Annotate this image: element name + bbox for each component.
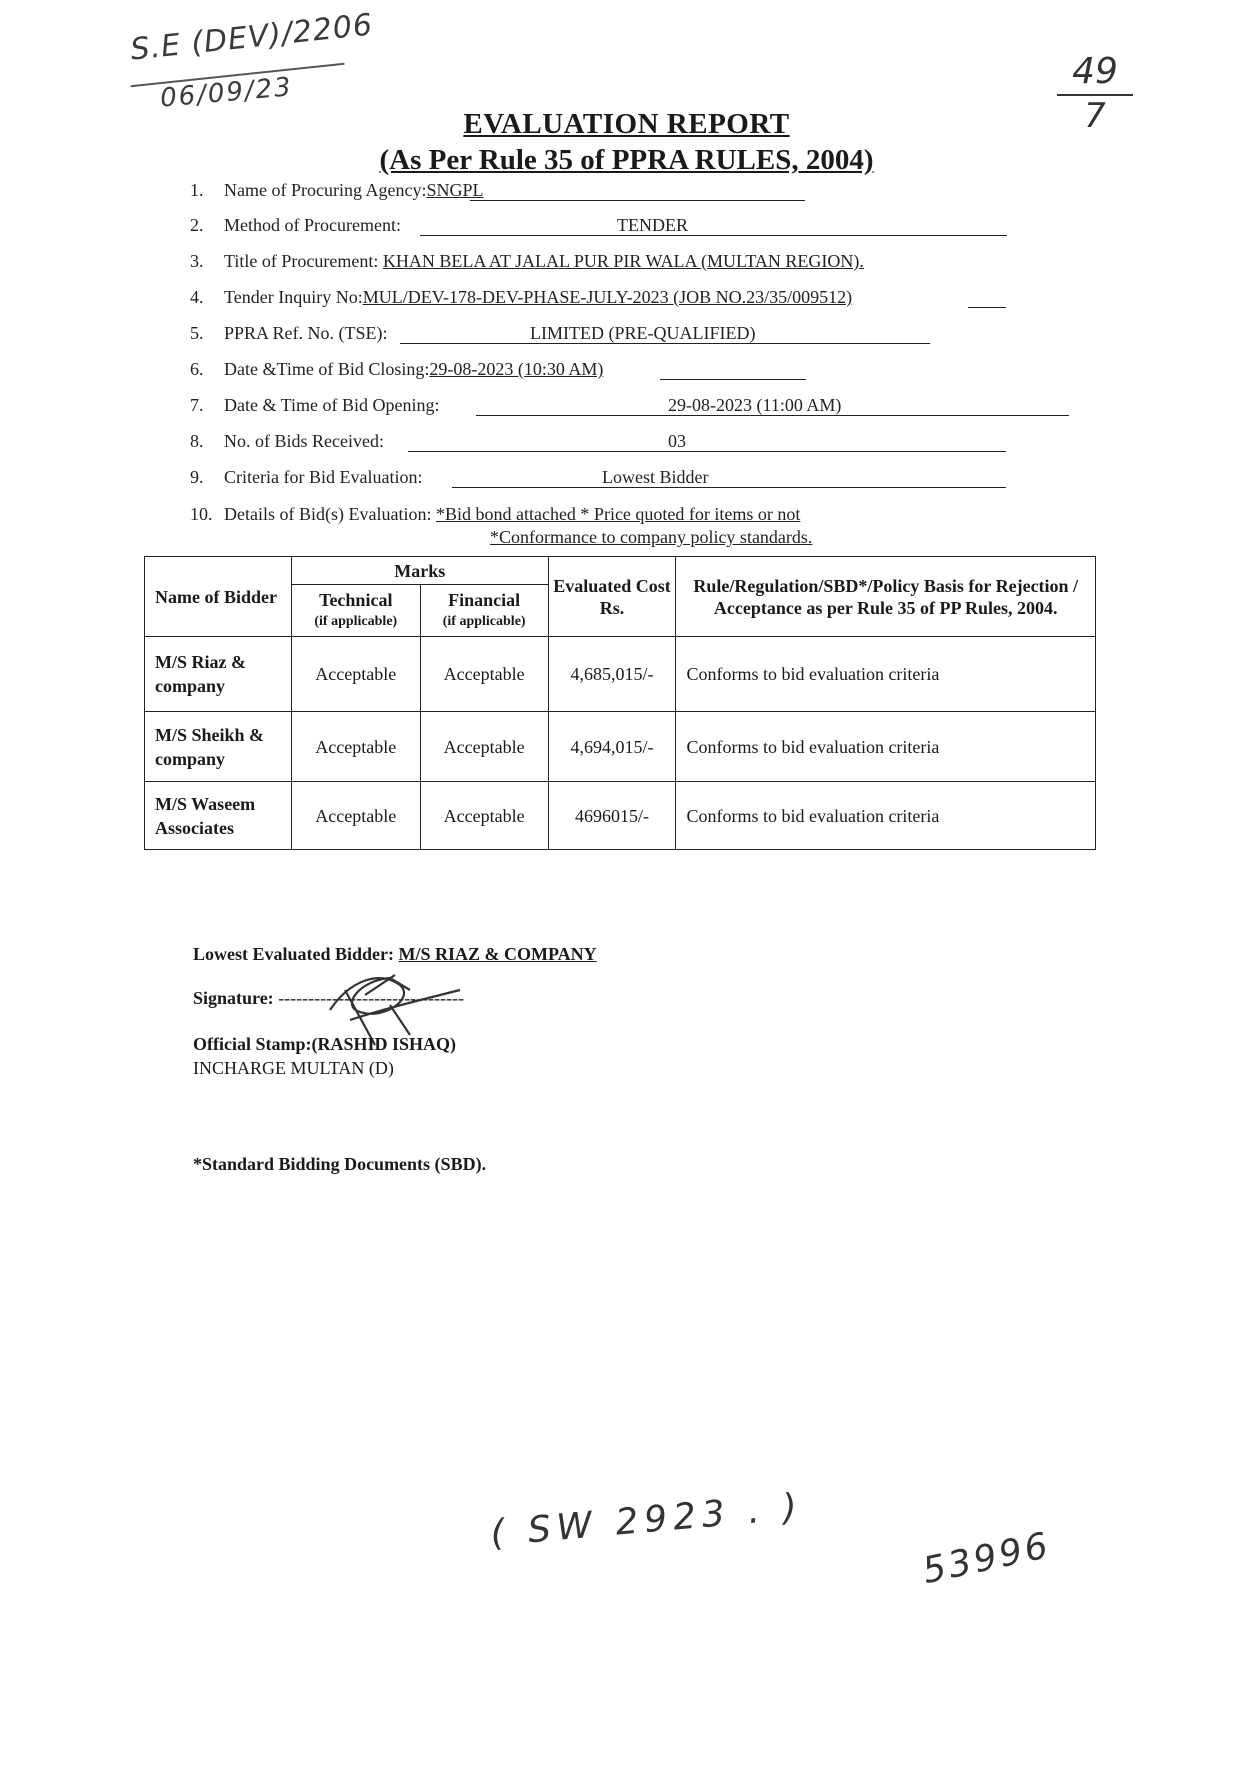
folio-denominator: 7 [1084,96,1106,136]
bidder-name: M/S Sheikh & company [145,712,292,782]
handwritten-file-reference: S.E (DEV)/2206 [128,7,375,68]
field-label: Tender Inquiry No: [224,287,363,307]
header-financial: Financial (if applicable) [420,585,548,637]
handwritten-bottom-number: 53996 [919,1524,1055,1593]
bidder-name: M/S Waseem Associates [145,782,292,850]
field-value: KHAN BELA AT JALAL PUR PIR WALA (MULTAN REGION). [382,251,864,271]
field-underline [660,379,806,380]
field-ppra-ref: 5. PPRA Ref. No. (TSE): LIMITED (PRE-QUALIFIED) [190,321,388,345]
technical-mark: Acceptable [291,637,420,712]
bid-evaluation-table [144,556,1096,850]
financial-mark: Acceptable [420,637,548,712]
report-subtitle: (As Per Rule 35 of PPRA RULES, 2004) [379,144,874,176]
report-title: EVALUATION REPORT [463,108,790,140]
header-technical: Technical (if applicable) [291,585,420,637]
field-label: PPRA Ref. No. (TSE): [224,323,388,343]
field-label: Date & Time of Bid Opening: [224,395,440,415]
field-bid-closing: 6. Date &Time of Bid Closing:29-08-2023 (10:30 AM) [190,357,603,381]
field-value: MUL/DEV-178-DEV-PHASE-JULY-2023 (JOB NO.23/35/009512) [362,287,853,307]
header-marks: Marks [291,557,548,585]
field-label: Details of Bid(s) Evaluation: [224,504,436,524]
field-bid-opening: 7. Date & Time of Bid Opening: 29-08-2023 (11:00 AM) [190,393,440,417]
field-evaluation-details: 10. Details of Bid(s) Evaluation: *Bid bond attached * Price quoted for items or not [190,504,801,524]
field-value: 29-08-2023 (10:30 AM) [429,359,604,379]
field-label: Title of Procurement: [224,251,383,271]
field-underline [420,235,1007,236]
field-underline [408,451,1006,452]
field-label: Date &Time of Bid Closing: [224,359,430,379]
signature-dashes: ------------------------------- [278,988,465,1008]
field-procurement-title: 3. Title of Procurement: KHAN BELA AT JALAL PUR PIR WALA (MULTAN REGION). [190,251,864,271]
field-underline [400,343,930,344]
field-value: LIMITED (PRE-QUALIFIED) [530,323,756,343]
table-row [145,782,1096,850]
header-basis: Rule/Regulation/SBD*/Policy Basis for Rejection / Acceptance as per Rule 35 of PP Rules, 2004. [676,557,1096,637]
technical-mark: Acceptable [291,712,420,782]
lowest-bidder-label: Lowest Evaluated Bidder: [193,944,399,964]
evaluation-basis: Conforms to bid evaluation criteria [676,782,1096,850]
evaluation-details-line2: *Conformance to company policy standards. [490,527,813,547]
field-label: Name of Procuring Agency: [224,180,427,200]
signature-label: Signature: [193,988,279,1008]
field-label: No. of Bids Received: [224,431,384,451]
field-procuring-agency: 1. Name of Procuring Agency:SNGPL [190,178,483,202]
field-procurement-method: 2. Method of Procurement: TENDER [190,213,401,237]
field-bids-received: 8. No. of Bids Received: 03 [190,429,384,453]
table-row [145,637,1096,712]
handwritten-bottom-note: ( SW 2923 . ) [488,1486,805,1555]
field-value: Lowest Bidder [602,467,709,487]
field-value: 29-08-2023 (11:00 AM) [668,395,842,415]
sbd-footnote: *Standard Bidding Documents (SBD). [193,1154,487,1174]
evaluated-cost: 4,685,015/- [548,637,676,712]
field-underline [470,200,805,201]
officer-designation: INCHARGE MULTAN (D) [193,1058,394,1078]
field-underline [452,487,1006,488]
evaluated-cost: 4,694,015/- [548,712,676,782]
lowest-bidder-value: M/S RIAZ & COMPANY [398,944,597,964]
field-label: Method of Procurement: [224,215,401,235]
field-value: 03 [668,431,686,451]
field-evaluation-criteria: 9. Criteria for Bid Evaluation: Lowest Bidder [190,465,422,489]
evaluated-cost: 4696015/- [548,782,676,850]
field-value: SNGPL [426,180,484,200]
official-stamp: Official Stamp:(RASHID ISHAQ) [193,1034,457,1054]
field-tender-inquiry: 4. Tender Inquiry No:MUL/DEV-178-DEV-PHASE-JULY-2023 (JOB NO.23/35/009512) [190,285,852,309]
bidder-name: M/S Riaz & company [145,637,292,712]
field-underline [476,415,1069,416]
field-underline [968,307,1006,308]
evaluation-basis: Conforms to bid evaluation criteria [676,712,1096,782]
folio-numerator: 49 [1072,51,1118,92]
field-value: *Bid bond attached * Price quoted for items or not [435,504,801,524]
table-header-row [145,557,1096,585]
handwritten-file-date: 06/09/23 [158,72,294,114]
table-row [145,712,1096,782]
header-evaluated-cost: Evaluated Cost Rs. [548,557,676,637]
field-label: Criteria for Bid Evaluation: [224,467,423,487]
header-bidder: Name of Bidder [145,557,292,637]
financial-mark: Acceptable [420,712,548,782]
field-value: TENDER [617,215,688,235]
evaluation-basis: Conforms to bid evaluation criteria [676,637,1096,712]
technical-mark: Acceptable [291,782,420,850]
financial-mark: Acceptable [420,782,548,850]
